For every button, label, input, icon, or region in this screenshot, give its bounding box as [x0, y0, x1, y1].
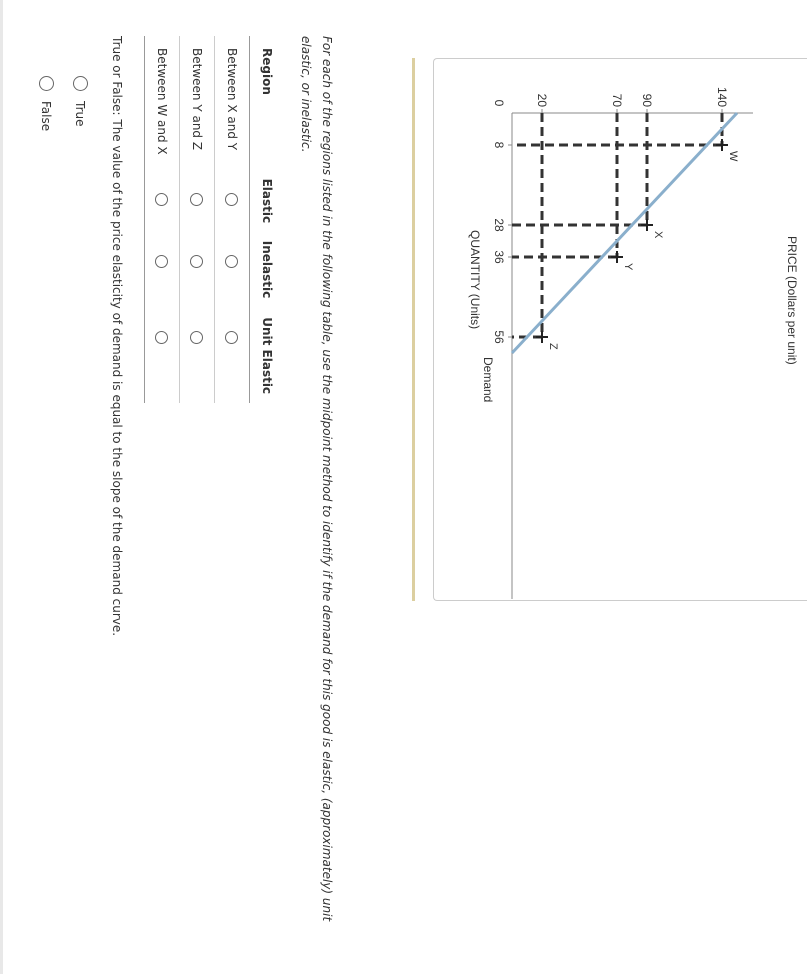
table-row [180, 36, 215, 403]
radio-xy-unit-elastic[interactable] [225, 331, 238, 344]
region-label: Between Y and Z [180, 36, 215, 167]
point-x-label: X [652, 231, 664, 239]
point-y-label: Y [622, 263, 634, 271]
radio-xy-inelastic[interactable] [225, 255, 238, 268]
x-axis-label: QUANTITY (Units) [468, 230, 482, 330]
region-label: Between W and X [145, 36, 180, 167]
radio-true[interactable] [73, 76, 88, 91]
y-tick-label-70: 70 [610, 93, 624, 107]
radio-wx-elastic[interactable] [155, 193, 168, 206]
radio-xy-elastic[interactable] [225, 193, 238, 206]
graph-panel [433, 58, 807, 601]
header-unit-elastic: Unit Elastic [250, 305, 285, 403]
point-w-label: W [727, 151, 739, 162]
header-elastic: Elastic [250, 167, 285, 229]
instructions-text: For each of the regions listed in the following table, use the midpoint method to identify if the demand for this good is elastic, (approximately) unit elastic, or inelastic. [299, 36, 334, 922]
radio-yz-unit-elastic[interactable] [190, 331, 203, 344]
y-tick-label-90: 90 [640, 93, 654, 107]
radio-yz-elastic[interactable] [190, 193, 203, 206]
table-header-row [250, 36, 285, 403]
true-false-question: True or False: The value of the price elasticity of demand is equal to the slope of the demand curve. [110, 36, 124, 637]
y-tick-label-140: 140 [715, 86, 729, 107]
option-true[interactable] [73, 76, 88, 127]
region-label: Between X and Y [215, 36, 250, 167]
demand-legend-label: Demand [481, 357, 495, 403]
origin-label: 0 [492, 99, 506, 107]
table-row [215, 36, 250, 403]
chart-title: PRICE (Dollars per unit) [785, 236, 799, 365]
point-z-label: Z [547, 343, 559, 350]
header-inelastic: Inelastic [250, 229, 285, 305]
radio-false[interactable] [39, 76, 54, 91]
x-tick-label-56: 56 [492, 330, 506, 344]
header-region: Region [250, 36, 285, 167]
radio-wx-unit-elastic[interactable] [155, 331, 168, 344]
option-false[interactable] [39, 76, 54, 131]
table-row [145, 36, 180, 403]
radio-yz-inelastic[interactable] [190, 255, 203, 268]
bottom-edge [0, 0, 3, 974]
demand-line [512, 113, 737, 353]
demand-chart [435, 59, 807, 599]
y-tick-label-20: 20 [535, 93, 549, 107]
x-tick-label-36: 36 [492, 250, 506, 264]
elasticity-table [144, 36, 284, 403]
option-false-label: False [39, 101, 54, 132]
radio-wx-inelastic[interactable] [155, 255, 168, 268]
x-tick-label-8: 8 [492, 141, 506, 149]
x-tick-label-28: 28 [492, 218, 506, 232]
option-true-label: True [73, 101, 88, 127]
accent-divider [412, 58, 415, 601]
